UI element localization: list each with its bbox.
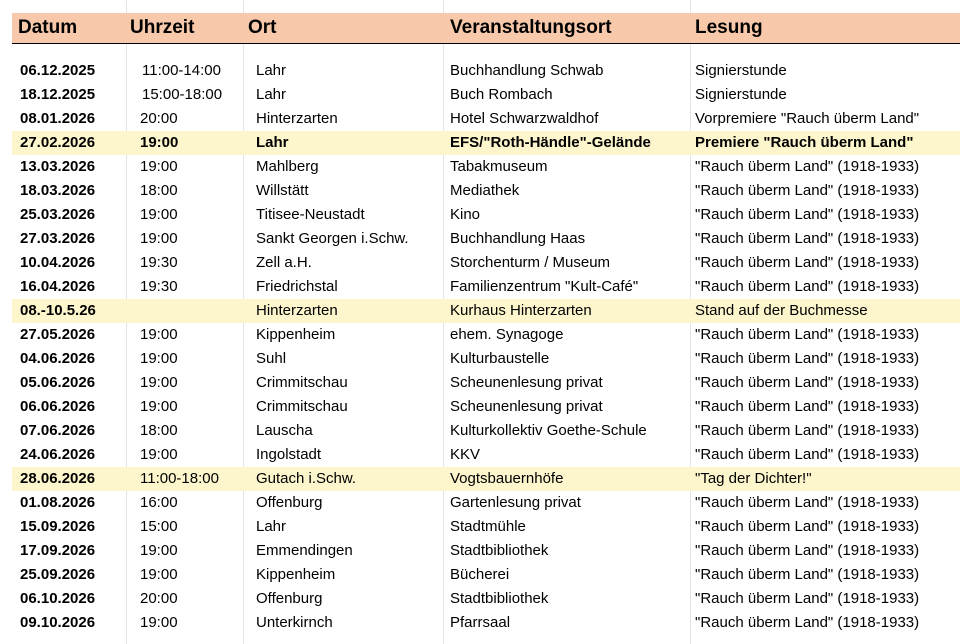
table-row (12, 323, 960, 347)
table-row (12, 203, 960, 227)
cell-veranstaltungsort: Pfarrsaal (450, 614, 511, 631)
cell-ort: Ingolstadt (256, 446, 322, 463)
cell-ort: Gutach i.Schw. (256, 470, 357, 487)
cell-datum: 08.-10.5.26 (20, 302, 96, 319)
cell-uhrzeit: 19:00 (140, 134, 179, 151)
cell-veranstaltungsort: Stadtbibliothek (450, 542, 549, 559)
table-row (12, 587, 960, 611)
cell-lesung: "Rauch überm Land" (1918-1933) (695, 518, 920, 535)
cell-datum: 18.03.2026 (20, 182, 96, 199)
cell-veranstaltungsort: Scheunenlesung privat (450, 374, 603, 391)
cell-lesung: "Rauch überm Land" (1918-1933) (695, 254, 920, 271)
table-header (12, 13, 960, 44)
cell-uhrzeit: 19:00 (140, 398, 178, 415)
cell-veranstaltungsort: Tabakmuseum (450, 158, 548, 175)
table-row (12, 419, 960, 443)
cell-lesung: "Rauch überm Land" (1918-1933) (695, 614, 920, 631)
cell-datum: 17.09.2026 (20, 542, 96, 559)
cell-datum: 28.06.2026 (20, 470, 96, 487)
cell-lesung: Signierstunde (695, 86, 787, 103)
cell-datum: 15.09.2026 (20, 518, 96, 535)
cell-lesung: "Rauch überm Land" (1918-1933) (695, 494, 920, 511)
cell-uhrzeit: 20:00 (140, 110, 178, 127)
cell-uhrzeit: 18:00 (140, 182, 178, 199)
cell-ort: Lahr (256, 518, 287, 535)
cell-ort: Lahr (256, 134, 289, 151)
cell-lesung: "Rauch überm Land" (1918-1933) (695, 542, 920, 559)
cell-ort: Zell a.H. (256, 254, 312, 271)
table-row (12, 155, 960, 179)
cell-datum: 06.12.2025 (20, 62, 96, 79)
cell-lesung: "Rauch überm Land" (1918-1933) (695, 374, 920, 391)
table-row (12, 131, 960, 155)
cell-lesung: "Rauch überm Land" (1918-1933) (695, 278, 920, 295)
table-row (12, 395, 960, 419)
cell-uhrzeit: 11:00-18:00 (140, 470, 219, 487)
cell-uhrzeit: 19:00 (140, 446, 178, 463)
cell-lesung: Premiere "Rauch überm Land" (695, 134, 914, 151)
cell-ort: Kippenheim (256, 566, 336, 583)
cell-datum: 25.09.2026 (20, 566, 96, 583)
cell-uhrzeit: 19:30 (140, 278, 178, 295)
cell-veranstaltungsort: Kulturkollektiv Goethe-Schule (450, 422, 647, 439)
cell-lesung: "Tag der Dichter!" (695, 470, 812, 487)
cell-uhrzeit: 19:00 (140, 614, 178, 631)
table-row (12, 347, 960, 371)
cell-ort: Unterkirnch (256, 614, 333, 631)
cell-datum: 04.06.2026 (20, 350, 96, 367)
cell-veranstaltungsort: Stadtmühle (450, 518, 526, 535)
cell-datum: 27.02.2026 (20, 134, 96, 151)
table-row (12, 563, 960, 587)
cell-veranstaltungsort: Scheunenlesung privat (450, 398, 603, 415)
cell-ort: Offenburg (256, 494, 323, 511)
cell-uhrzeit: 15:00 (140, 518, 178, 535)
header-datum: Datum (18, 17, 78, 38)
table-row (12, 107, 960, 131)
cell-lesung: "Rauch überm Land" (1918-1933) (695, 182, 920, 199)
cell-veranstaltungsort: Storchenturm / Museum (450, 254, 611, 271)
cell-datum: 16.04.2026 (20, 278, 96, 295)
cell-ort: Willstätt (256, 182, 309, 199)
cell-uhrzeit: 19:00 (140, 230, 178, 247)
cell-datum: 25.03.2026 (20, 206, 96, 223)
cell-uhrzeit: 11:00-14:00 (142, 62, 221, 79)
cell-uhrzeit: 16:00 (140, 494, 178, 511)
cell-ort: Lauscha (256, 422, 313, 439)
cell-datum: 27.05.2026 (20, 326, 96, 343)
cell-ort: Hinterzarten (256, 302, 338, 319)
cell-lesung: "Rauch überm Land" (1918-1933) (695, 326, 920, 343)
cell-veranstaltungsort: ehem. Synagoge (450, 326, 564, 343)
cell-veranstaltungsort: Hotel Schwarzwaldhof (450, 110, 599, 127)
header-veranstaltungsort: Veranstaltungsort (450, 17, 612, 38)
table-row (12, 83, 960, 107)
cell-ort: Lahr (256, 62, 287, 79)
cell-datum: 05.06.2026 (20, 374, 96, 391)
cell-datum: 06.10.2026 (20, 590, 96, 607)
cell-veranstaltungsort: Vogtsbauernhöfe (450, 470, 564, 487)
cell-datum: 06.06.2026 (20, 398, 96, 415)
table-row (12, 491, 960, 515)
event-table (12, 59, 960, 635)
table-row (12, 539, 960, 563)
cell-uhrzeit: 19:00 (140, 542, 178, 559)
table-row (12, 467, 960, 491)
cell-datum: 08.01.2026 (20, 110, 96, 127)
cell-lesung: "Rauch überm Land" (1918-1933) (695, 446, 920, 463)
cell-lesung: "Rauch überm Land" (1918-1933) (695, 350, 920, 367)
table-row (12, 299, 960, 323)
cell-ort: Kippenheim (256, 326, 336, 343)
cell-veranstaltungsort: Mediathek (450, 182, 520, 199)
cell-ort: Suhl (256, 350, 287, 367)
cell-ort: Titisee-Neustadt (256, 206, 365, 223)
cell-ort: Emmendingen (256, 542, 353, 559)
cell-veranstaltungsort: Gartenlesung privat (450, 494, 581, 511)
table-row (12, 371, 960, 395)
cell-lesung: "Rauch überm Land" (1918-1933) (695, 422, 920, 439)
cell-uhrzeit: 18:00 (140, 422, 178, 439)
table-row (12, 443, 960, 467)
cell-veranstaltungsort: Stadtbibliothek (450, 590, 549, 607)
cell-veranstaltungsort: Familienzentrum "Kult-Café" (450, 278, 639, 295)
cell-datum: 13.03.2026 (20, 158, 96, 175)
cell-uhrzeit: 15:00-18:00 (142, 86, 223, 103)
cell-lesung: Stand auf der Buchmesse (695, 302, 868, 319)
cell-uhrzeit: 19:30 (140, 254, 178, 271)
cell-lesung: Vorpremiere "Rauch überm Land" (695, 110, 920, 127)
cell-datum: 18.12.2025 (20, 86, 96, 103)
cell-veranstaltungsort: Buch Rombach (450, 86, 553, 103)
table-row (12, 275, 960, 299)
cell-ort: Lahr (256, 86, 287, 103)
table-row (12, 515, 960, 539)
table-row (12, 251, 960, 275)
cell-veranstaltungsort: KKV (450, 446, 481, 463)
header-lesung: Lesung (695, 17, 763, 38)
header-uhrzeit: Uhrzeit (130, 17, 195, 38)
header-ort: Ort (248, 17, 277, 38)
cell-uhrzeit: 19:00 (140, 326, 178, 343)
cell-lesung: "Rauch überm Land" (1918-1933) (695, 590, 920, 607)
cell-veranstaltungsort: Buchhandlung Schwab (450, 62, 604, 79)
table-row (12, 611, 960, 635)
cell-ort: Friedrichstal (256, 278, 338, 295)
cell-veranstaltungsort: Bücherei (450, 566, 510, 583)
cell-ort: Crimmitschau (256, 398, 348, 415)
cell-ort: Hinterzarten (256, 110, 338, 127)
cell-uhrzeit: 19:00 (140, 206, 178, 223)
cell-uhrzeit: 19:00 (140, 374, 178, 391)
cell-lesung: "Rauch überm Land" (1918-1933) (695, 158, 920, 175)
cell-uhrzeit: 19:00 (140, 350, 178, 367)
table-row (12, 179, 960, 203)
cell-veranstaltungsort: Kulturbaustelle (450, 350, 550, 367)
table-row (12, 227, 960, 251)
cell-lesung: "Rauch überm Land" (1918-1933) (695, 398, 920, 415)
cell-datum: 27.03.2026 (20, 230, 96, 247)
cell-ort: Crimmitschau (256, 374, 348, 391)
cell-datum: 24.06.2026 (20, 446, 96, 463)
cell-datum: 01.08.2026 (20, 494, 96, 511)
cell-veranstaltungsort: Buchhandlung Haas (450, 230, 586, 247)
cell-uhrzeit: 19:00 (140, 158, 178, 175)
cell-datum: 09.10.2026 (20, 614, 96, 631)
cell-veranstaltungsort: Kurhaus Hinterzarten (450, 302, 592, 319)
cell-ort: Sankt Georgen i.Schw. (256, 230, 409, 247)
cell-veranstaltungsort: Kino (450, 206, 481, 223)
cell-ort: Mahlberg (256, 158, 319, 175)
cell-lesung: "Rauch überm Land" (1918-1933) (695, 566, 920, 583)
cell-lesung: "Rauch überm Land" (1918-1933) (695, 230, 920, 247)
cell-ort: Offenburg (256, 590, 323, 607)
cell-lesung: "Rauch überm Land" (1918-1933) (695, 206, 920, 223)
cell-uhrzeit: 19:00 (140, 566, 178, 583)
table-row (12, 59, 960, 83)
cell-datum: 07.06.2026 (20, 422, 96, 439)
cell-datum: 10.04.2026 (20, 254, 96, 271)
cell-lesung: Signierstunde (695, 62, 787, 79)
cell-uhrzeit: 20:00 (140, 590, 178, 607)
cell-veranstaltungsort: EFS/"Roth-Händle"-Gelände (450, 134, 651, 151)
